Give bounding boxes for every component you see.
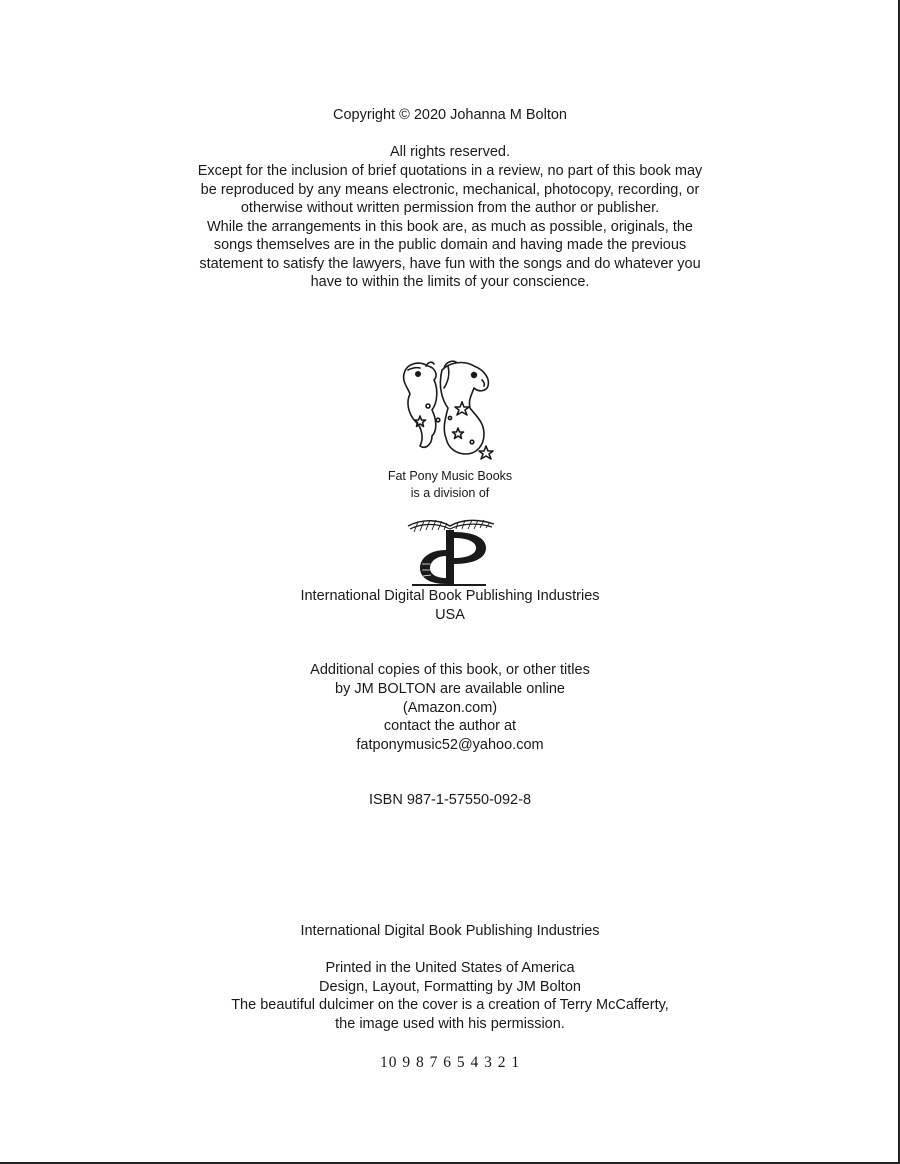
footer-line: The beautiful dulcimer on the cover is a creation of Terry McCafferty, xyxy=(231,997,669,1013)
fat-pony-logo xyxy=(398,358,502,466)
availability-line: by JM BOLTON are available online xyxy=(335,681,565,697)
publisher-logo xyxy=(400,514,500,588)
rights-line: be reproduced by any means electronic, mechanical, photocopy, recording, or xyxy=(200,181,700,198)
rights-line: statement to satisfy the lawyers, have fun with the songs and do whatever you xyxy=(199,255,701,272)
availability-line: (Amazon.com) xyxy=(402,699,498,716)
print-line: 10 9 8 7 6 5 4 3 2 1 xyxy=(379,1054,521,1071)
copyright-notice: Copyright © 2020 Johanna M Bolton xyxy=(333,107,567,123)
rights-line: While the arrangements in this book are, as much as possible, originals, the xyxy=(207,218,693,235)
footer-line: Design, Layout, Formatting by JM Bolton xyxy=(319,978,581,995)
availability-line: Additional copies of this book, or other titles xyxy=(310,662,590,678)
rights-line: have to within the limits of your conscience. xyxy=(310,274,590,290)
publisher-country: USA xyxy=(435,607,465,623)
rights-heading: All rights reserved. xyxy=(389,144,511,160)
rights-line: Except for the inclusion of brief quotations in a review, no part of this book may xyxy=(197,163,703,179)
footer-line: Printed in the United States of America xyxy=(325,960,575,976)
publisher-name: International Digital Book Publishing Industries xyxy=(300,588,600,604)
rights-line: otherwise without written permission from the author or publisher. xyxy=(240,200,660,216)
rights-line: songs themselves are in the public domain and having made the previous xyxy=(213,237,687,253)
footer-line: the image used with his permission. xyxy=(335,1015,565,1032)
availability-line: contact the author at xyxy=(383,718,517,734)
isbn: ISBN 987-1-57550-092-8 xyxy=(368,792,532,808)
imprint-name: Fat Pony Music Books xyxy=(387,469,513,483)
footer-publisher-name: International Digital Book Publishing Industries xyxy=(300,923,600,939)
author-email: fatponymusic52@yahoo.com xyxy=(356,736,544,753)
imprint-division: is a division of xyxy=(410,486,490,500)
